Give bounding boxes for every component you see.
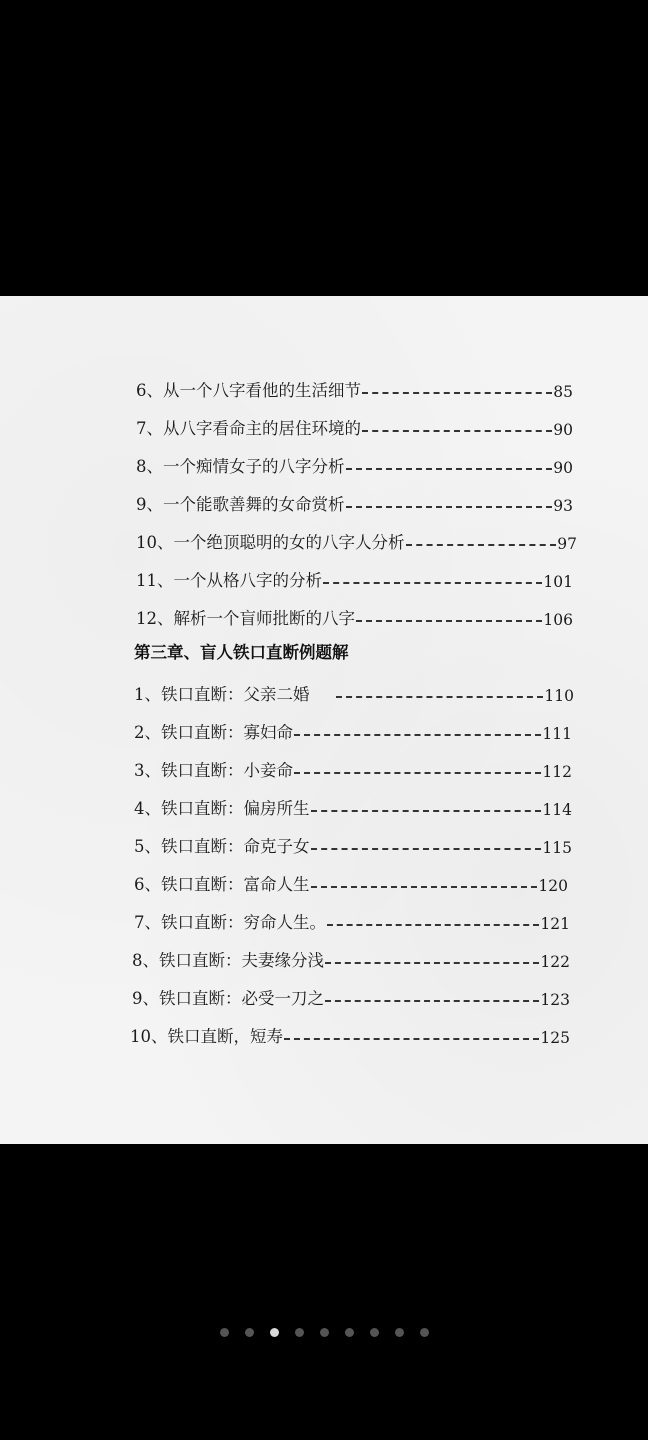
toc-entry xyxy=(134,903,570,933)
page-dot[interactable] xyxy=(245,1328,254,1337)
toc-leader-dashes xyxy=(311,810,542,812)
toc-leader-dashes xyxy=(336,696,544,698)
toc-entry xyxy=(134,713,572,743)
toc-entry-page: 122 xyxy=(540,953,570,971)
photo-of-book-page[interactable] xyxy=(0,296,648,1144)
toc-entry-page: 90 xyxy=(553,459,573,477)
toc-entry-title: 9、铁口直断：必受一刀之 xyxy=(132,989,324,1008)
chapter-heading: 第三章、盲人铁口直断例题解 xyxy=(134,643,349,662)
toc-entry xyxy=(136,599,573,629)
page-dot[interactable] xyxy=(370,1328,379,1337)
toc-leader-dashes xyxy=(362,392,552,394)
toc-entry-page: 97 xyxy=(557,535,577,553)
page-dot[interactable] xyxy=(220,1328,229,1337)
toc-entry-title: 12、解析一个盲师批断的八字 xyxy=(136,609,355,628)
toc-entry xyxy=(132,941,570,971)
toc-entry-page: 112 xyxy=(542,763,572,781)
toc-entry xyxy=(130,1017,570,1047)
toc-entry-page: 123 xyxy=(540,991,570,1009)
toc-entry-title: 4、铁口直断：偏房所生 xyxy=(134,799,310,818)
toc-entry-title: 6、从一个八字看他的生活细节 xyxy=(136,381,361,400)
toc-entry-page: 114 xyxy=(542,801,572,819)
toc-entry-page: 106 xyxy=(543,611,573,629)
toc-leader-dashes xyxy=(406,544,557,546)
toc-entry xyxy=(134,827,572,857)
toc-entry-title: 7、从八字看命主的居住环境的 xyxy=(136,419,361,438)
toc-entry-page: 85 xyxy=(553,383,573,401)
toc-entry-page: 120 xyxy=(538,877,568,895)
toc-entry xyxy=(136,523,577,553)
toc-entry-title: 5、铁口直断：命克子女 xyxy=(134,837,310,856)
toc-entry-page: 101 xyxy=(543,573,573,591)
toc-leader-dashes xyxy=(284,1038,539,1040)
toc-entry xyxy=(134,789,572,819)
page-dot[interactable] xyxy=(420,1328,429,1337)
toc-entry-page: 125 xyxy=(540,1029,570,1047)
toc-entry-page: 110 xyxy=(544,687,574,705)
toc-entry-page: 115 xyxy=(542,839,572,857)
toc-leader-dashes xyxy=(325,1000,539,1002)
toc-leader-dashes xyxy=(294,772,541,774)
toc-leader-dashes xyxy=(346,468,553,470)
toc-entry-title: 10、铁口直断，短寿 xyxy=(130,1027,283,1046)
toc-entry-page: 90 xyxy=(553,421,573,439)
toc-entry xyxy=(136,447,573,477)
page-dot[interactable] xyxy=(320,1328,329,1337)
page-dot[interactable] xyxy=(395,1328,404,1337)
toc-entry-title: 6、铁口直断：富命人生 xyxy=(134,875,310,894)
toc-entry-title: 8、铁口直断：夫妻缘分浅 xyxy=(132,951,324,970)
toc-entry xyxy=(134,865,568,895)
toc-entry-title: 8、一个痴情女子的八字分析 xyxy=(136,457,345,476)
toc-leader-dashes xyxy=(294,734,541,736)
toc-entry-title: 2、铁口直断：寡妇命 xyxy=(134,723,293,742)
toc-entry-title: 11、一个从格八字的分析 xyxy=(136,571,322,590)
toc-entry-page: 121 xyxy=(540,915,570,933)
toc-entry xyxy=(136,561,573,591)
toc-leader-dashes xyxy=(346,506,553,508)
toc-entry xyxy=(136,409,573,439)
toc-entry-title: 9、一个能歌善舞的女命赏析 xyxy=(136,495,345,514)
page-indicator xyxy=(0,1328,648,1337)
toc-leader-dashes xyxy=(323,582,542,584)
page-dot[interactable] xyxy=(295,1328,304,1337)
toc-leader-dashes xyxy=(362,430,552,432)
toc-entry-page: 111 xyxy=(542,725,572,743)
toc-leader-dashes xyxy=(356,620,542,622)
page-dot-active[interactable] xyxy=(270,1328,279,1337)
toc-entry-title: 7、铁口直断：穷命人生。 xyxy=(134,913,326,932)
toc-entry xyxy=(134,751,572,781)
toc-entry xyxy=(136,485,573,515)
toc-leader-dashes xyxy=(311,848,542,850)
toc-entry xyxy=(132,979,570,1009)
toc-entry-title: 3、铁口直断：小妾命 xyxy=(134,761,293,780)
toc-leader-dashes xyxy=(327,924,539,926)
toc-entry-page: 93 xyxy=(553,497,573,515)
page-dot[interactable] xyxy=(345,1328,354,1337)
toc-entry xyxy=(134,675,574,705)
toc-leader-dashes xyxy=(311,886,538,888)
toc-leader-dashes xyxy=(325,962,539,964)
toc-entry-title: 10、一个绝顶聪明的女的八字人分析 xyxy=(136,533,405,552)
toc-entry-title: 1、铁口直断：父亲二婚 xyxy=(134,685,310,704)
toc-entry xyxy=(136,371,573,401)
